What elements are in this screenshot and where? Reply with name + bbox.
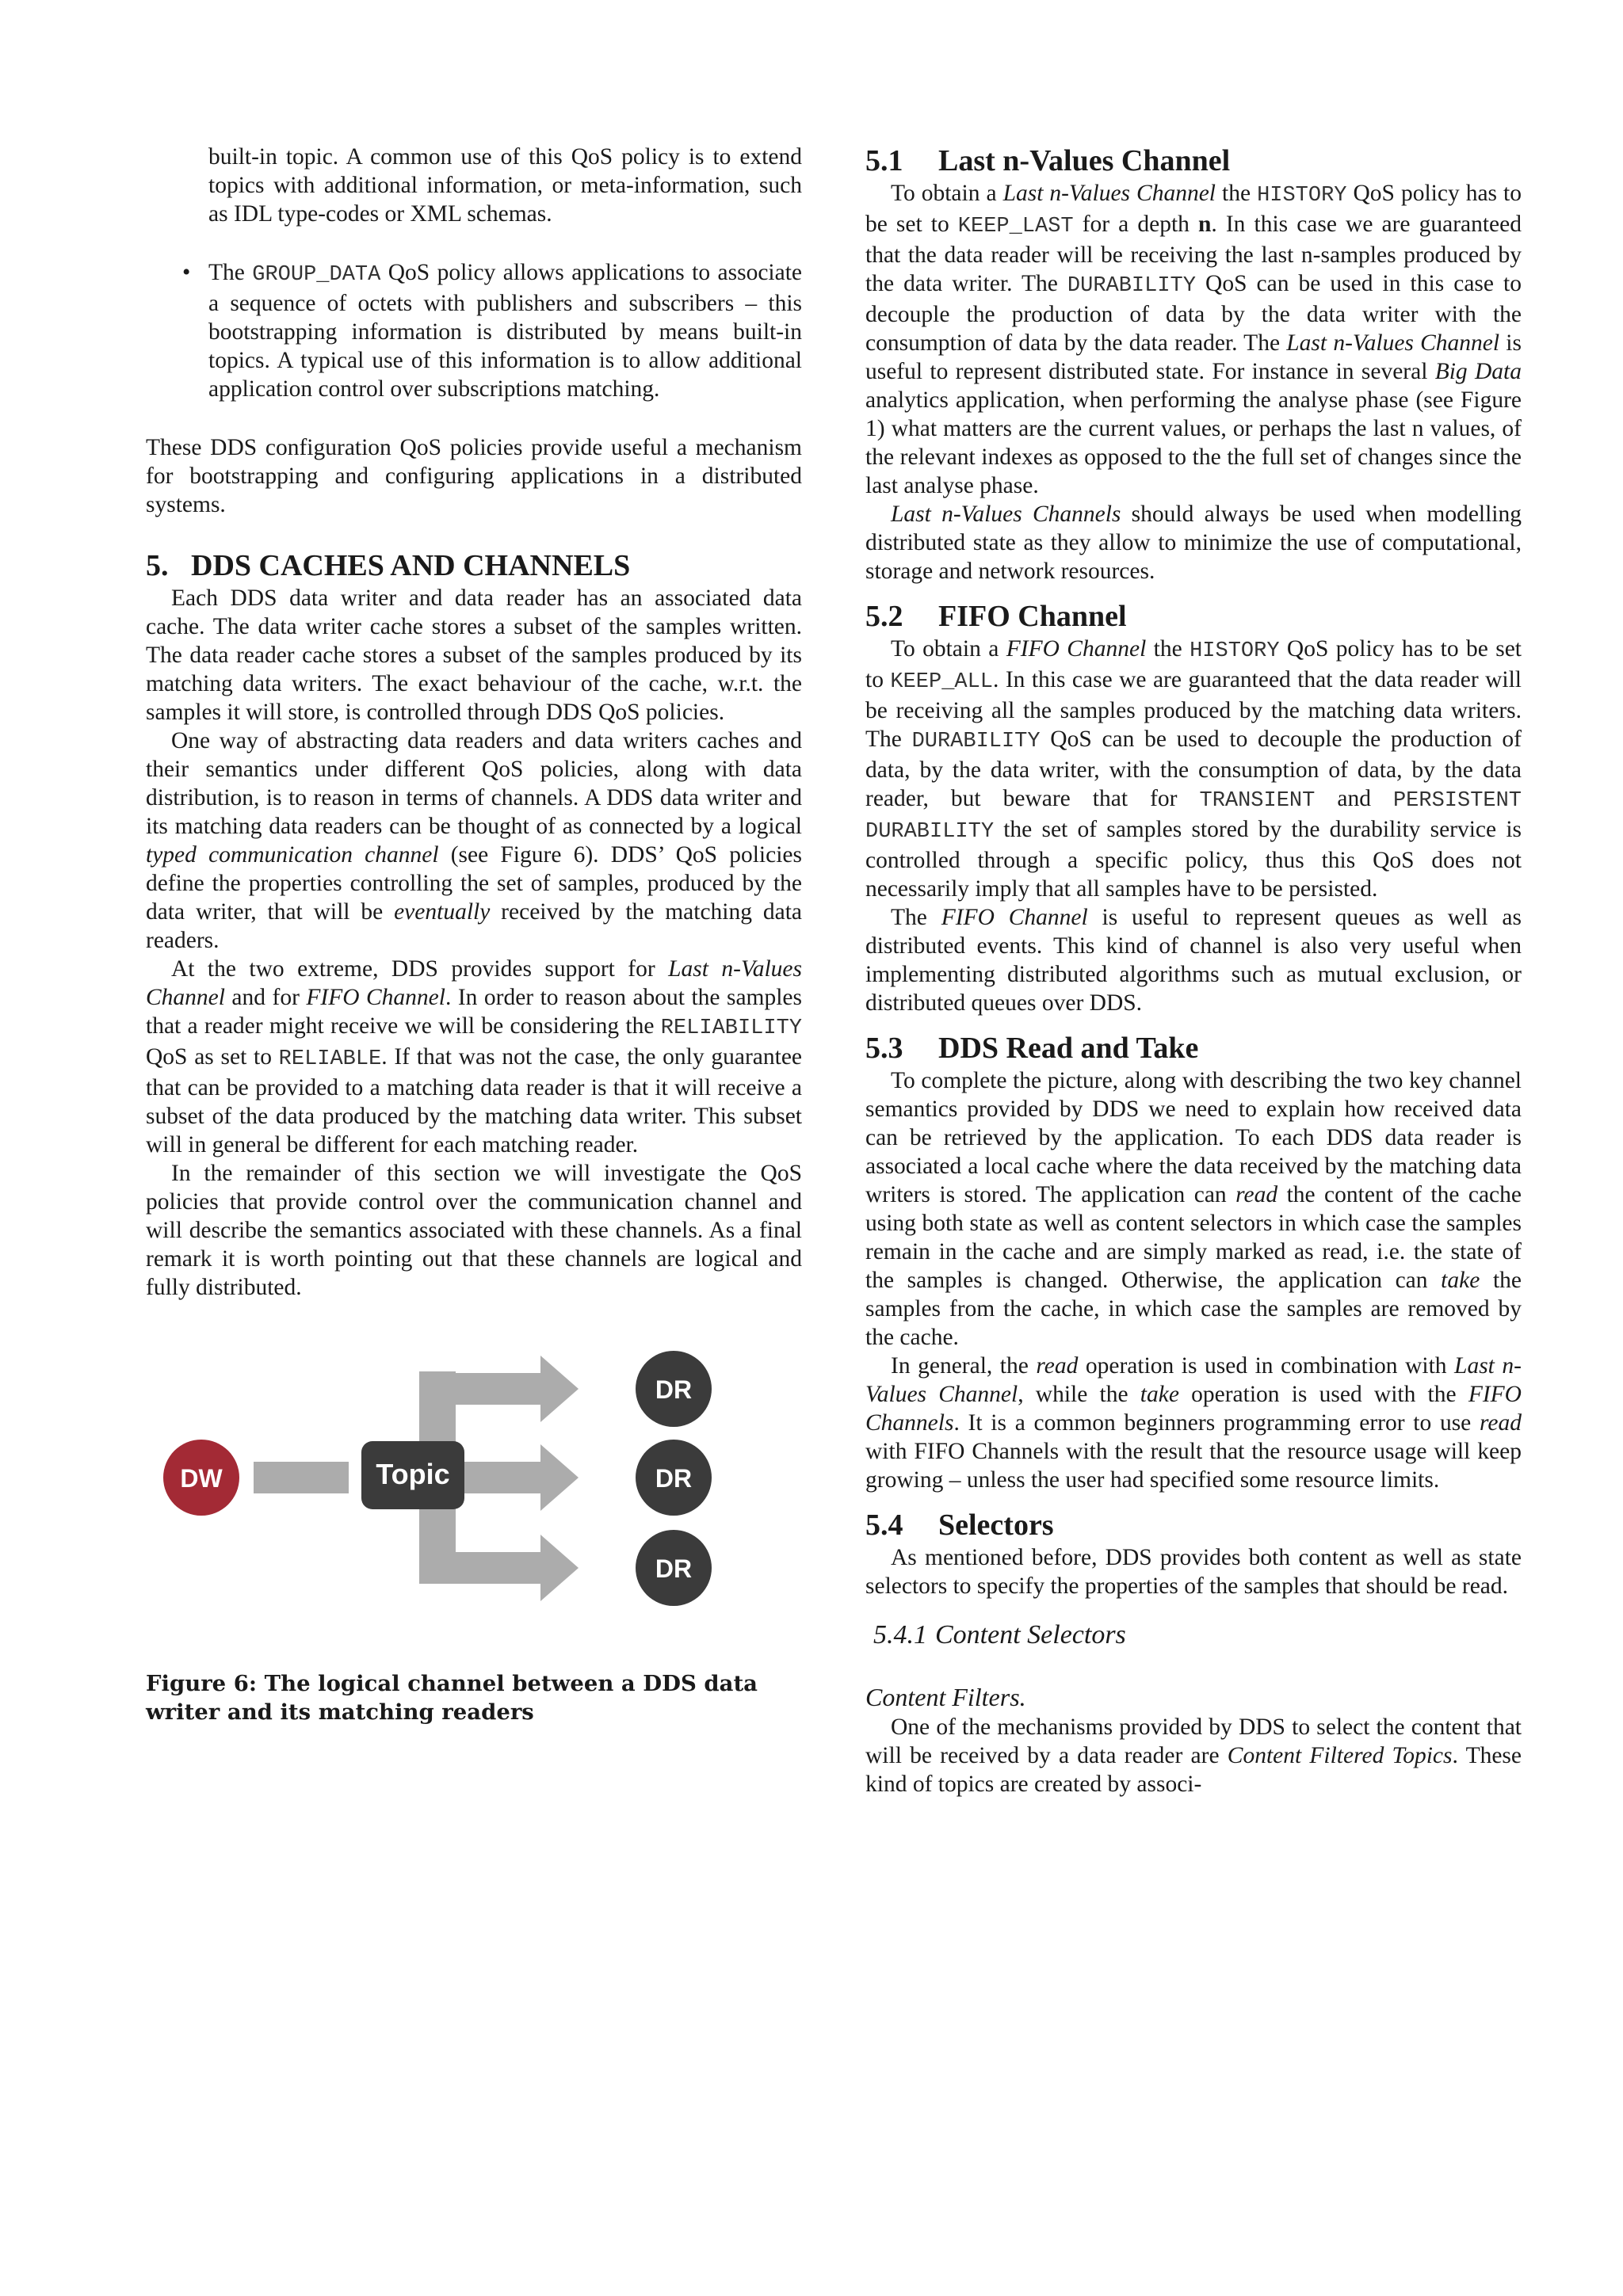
bottom-branch-arrow <box>419 1552 542 1584</box>
bullet-text: The GROUP_DATA QoS policy allows applications to associate a sequence of octets with publishers and subscribers – this bootstrapping information is distributed by means built-in topics. A typical use of this information is to allow additional application control over subscriptions matching. <box>208 260 802 402</box>
section-5-2-heading: 5.2 FIFO Channel <box>865 600 1127 633</box>
section-5-2-para-1: To obtain a FIFO Channel the HISTORY QoS policy has to be set to KEEP_ALL. In this case we are guaranteed that the data reader will be receiving all the samples produced by the matching data writers. The DURABILITY QoS can be used to decouple the production of data, by the data writer, with the consumption of data, by the data reader, but beware that for TRANSIENT and PERSISTENT DURABILITY the set of samples stored by the durability service is controlled through a specific policy, thus this QoS does not necessarily imply that all samples have to be persisted. <box>865 636 1522 902</box>
section-5-3-para-2: In general, the read operation is used in combination with Last n-Values Channel, while the take operation is used with the FIFO Channels. It is a common beginners programming error to use read with FIFO Channels with the result that the resource usage will keep growing – unless the user had specified some resource limits. <box>865 1353 1522 1493</box>
section-5-2-para-2: The FIFO Channel is useful to represent queues as well as distributed events. This kind of channel is also very useful when implementing distributed algorithms such as mutual exclusion, or distributed queues over DDS. <box>865 905 1522 1016</box>
middle-arrowhead-icon <box>540 1444 579 1511</box>
figure-6-diagram <box>146 1348 802 1641</box>
section-5-4-1-heading: 5.4.1 Content Selectors <box>873 1620 1126 1650</box>
topic-label: Topic <box>376 1458 450 1490</box>
section-5-1-para-2: Last n-Values Channels should always be used when modelling distributed state as they allow to minimize the use of computational, storage and network resources. <box>865 502 1522 584</box>
intro-paragraph: built-in topic. A common use of this QoS policy is to extend topics with additional information, or meta-information, such as IDL type-codes or XML schemas. <box>208 144 802 227</box>
left-column <box>146 143 802 1726</box>
dr-label-2: DR <box>655 1464 693 1493</box>
channel-diagram <box>146 1348 802 1641</box>
bullet-group-data <box>146 258 802 403</box>
dr-label-3: DR <box>655 1554 693 1583</box>
top-arrowhead-icon <box>540 1356 579 1422</box>
figure-6-caption: Figure 6: The logical channel between a DDS data writer and its matching readers <box>146 1671 758 1725</box>
code-group-data: GROUP_DATA <box>252 263 381 287</box>
dw-to-topic-arrow <box>254 1462 349 1493</box>
section-5-4-heading: 5.4 Selectors <box>865 1508 1054 1542</box>
right-column <box>865 143 1522 1798</box>
section-5-3-heading: 5.3 DDS Read and Take <box>865 1032 1199 1065</box>
top-branch-arrow <box>419 1373 542 1405</box>
section-5-heading: 5. DDS CACHES AND CHANNELS <box>146 549 631 582</box>
section-5-1-para-1: To obtain a Last n-Values Channel the HISTORY QoS policy has to be set to KEEP_LAST for a depth n. In this case we are guaranteed that the data reader will be receiving the last n-samples produced by the data writer. The DURABILITY QoS can be used in this case to decouple the production of data by the data writer with the consumption of data by the data reader. The Last n-Values Channel is useful to represent distributed state. For instance in several Big Data analytics application, when performing the analyse phase (see Figure 1) what matters are the current values, or perhaps the last n values, of the relevant indexes as opposed to the the full set of changes since the last analyse phase. <box>865 181 1522 498</box>
dw-label: DW <box>180 1464 223 1493</box>
dr-label-1: DR <box>655 1375 693 1404</box>
content-filters-heading: Content Filters. <box>865 1683 1026 1711</box>
section-5-3-para-1: To complete the picture, along with describing the two key channel semantics provided by DDS we need to explain how received data can be retrieved by the application. To each DDS data reader is associated a local cache where the data received by the matching data writers is stored. The application can read the content of the cache using both state as well as content selectors in which case the samples remain in the cache and are simply marked as read, i.e. the state of the samples is changed. Otherwise, the application can take the samples from the cache, in which case the samples are removed by the cache. <box>865 1068 1522 1350</box>
section-5-para-4: In the remainder of this section we will investigate the QoS policies that provide control over the communication channel and will describe the semantics associated with these channels. As a final remark it is worth pointing out that these channels are logical and fully distributed. <box>146 1161 802 1300</box>
section-5-1-heading: 5.1 Last n-Values Channel <box>865 144 1231 177</box>
section-5-para-3: At the two extreme, DDS provides support for Last n-Values Channel and for FIFO Channel. In order to reason about the samples that a reader might receive we will be considering the RELIABILITY QoS as set to RELIABLE. If that was not the case, the only guarantee that can be provided to a matching data reader is that it will receive a subset of the data produced by the matching data writer. This subset will in general be different for each matching reader. <box>146 956 803 1158</box>
bottom-arrowhead-icon <box>540 1535 579 1601</box>
bullet-dot-icon: • <box>182 260 191 285</box>
content-filters-para: One of the mechanisms provided by DDS to select the content that will be received by a data reader are Content Filtered Topics. These kind of topics are created by associ- <box>865 1714 1522 1797</box>
section-5-para-2: One way of abstracting data readers and data writers caches and their semantics under different QoS policies, along with data distribution, is to reason in terms of channels. A DDS data writer and its matching data readers can be thought of as connected by a logical typed communication channel (see Figure 6). DDS’ QoS policies define the properties controlling the set of samples, produced by the data writer, that will be eventually received by the matching data readers. <box>146 728 802 953</box>
section-5-para-1: Each DDS data writer and data reader has an associated data cache. The data writer cache stores a subset of the samples written. The data reader cache stores a subset of the samples produced by its matching data writers. The exact behaviour of the cache, w.r.t. the samples it will store, is controlled through DDS QoS policies. <box>146 585 802 725</box>
section-5-4-para-1: As mentioned before, DDS provides both content as well as state selectors to specify the properties of the samples that should be read. <box>865 1545 1522 1599</box>
summary-paragraph: These DDS configuration QoS policies provide useful a mechanism for bootstrapping and configuring applications in a distributed systems. <box>146 435 802 517</box>
